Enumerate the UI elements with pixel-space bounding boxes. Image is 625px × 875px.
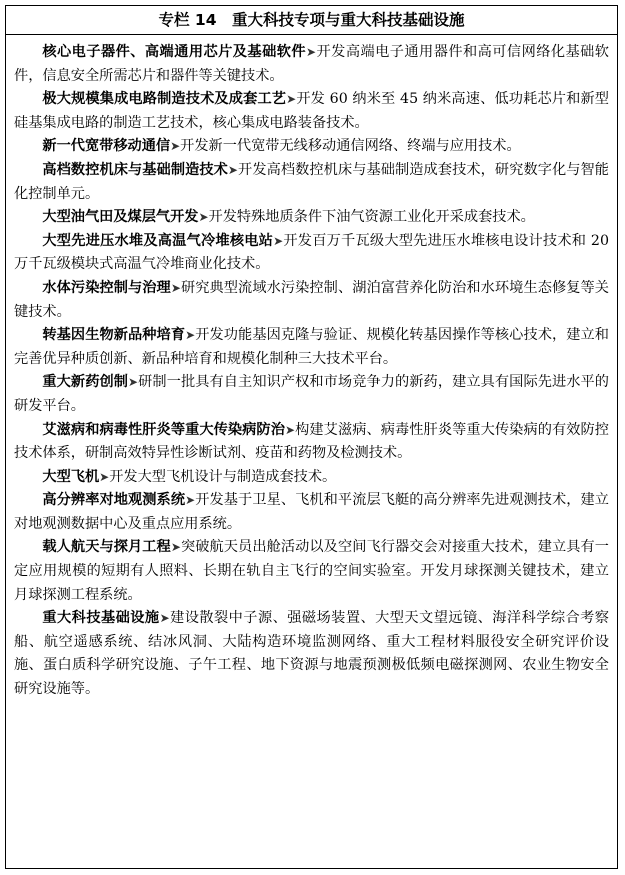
- arrow-bullet-icon: ➤: [273, 233, 284, 248]
- entry-body: 开发 60 纳米至 45 纳米高速、低功耗芯片和新型硅基集成电路的制造工艺技术，核心集成电路装备技术。: [14, 91, 609, 131]
- arrow-bullet-icon: ➤: [99, 469, 110, 484]
- arrow-bullet-icon: ➤: [185, 328, 196, 343]
- entry-heading: 高档数控机床与基础制造技术: [42, 161, 228, 178]
- arrow-bullet-icon: ➤: [170, 139, 181, 154]
- entry-heading: 核心电子器件、高端通用芯片及基础软件: [42, 44, 307, 60]
- entry-body: 研究典型流域水污染控制、湖泊富营养化防治和水环境生态修复等关键技术。: [14, 279, 609, 320]
- arrow-bullet-icon: ➤: [198, 210, 209, 225]
- entry-infectious-disease: [14, 419, 609, 466]
- entry-infrastructure: [14, 607, 609, 701]
- entry-heading: 重大科技基础设施: [42, 610, 160, 627]
- entry-list: [6, 35, 617, 702]
- entry-heading: 重大新药创制: [42, 374, 129, 391]
- entry-body: 构建艾滋病、病毒性肝炎等重大传染病的有效防控技术体系，研制高效特异性诊断试剂、疫苗和药物及检测技术。: [14, 421, 609, 462]
- arrow-bullet-icon: ➤: [227, 162, 238, 177]
- entry-body: 建设散裂中子源、强磁场装置、大型天文望远镜、海洋科学综合考察船、航空遥感系统、结冰风洞、大陆构造环境监测网络、重大工程材料服役安全研究评价设施、蛋白质科学研究设施、子午工程、地下资源与地震预测极低频电磁探测网、农业生物安全研究设施等。: [14, 610, 609, 698]
- entry-broadband-mobile: [14, 135, 609, 159]
- entry-heading: 大型油气田及煤层气开发: [42, 209, 199, 226]
- entry-space-lunar: [14, 536, 609, 607]
- entry-body: 开发高档数控机床与基础制造成套技术，研究数字化与智能化控制单元。: [14, 161, 609, 202]
- entry-heading: 转基因生物新品种培育: [42, 327, 186, 344]
- entry-body: 开发新一代宽带无线移动通信网络、终端与应用技术。: [180, 138, 521, 155]
- arrow-bullet-icon: ➤: [159, 611, 170, 626]
- entry-gmo-breeding: [14, 324, 609, 371]
- entry-cnc-machines: [14, 159, 609, 206]
- arrow-bullet-icon: ➤: [306, 45, 317, 59]
- entry-large-aircraft: [14, 466, 609, 490]
- entry-heading: 新一代宽带移动通信: [42, 138, 171, 155]
- arrow-bullet-icon: ➤: [128, 375, 139, 390]
- entry-nuclear-power: [14, 230, 609, 277]
- entry-heading: 高分辨率对地观测系统: [42, 492, 186, 509]
- entry-body: 开发大型飞机设计与制造成套技术。: [109, 468, 337, 485]
- entry-heading: 极大规模集成电路制造技术及成套工艺: [42, 91, 287, 108]
- entry-body: 开发功能基因克隆与验证、规模化转基因操作等核心技术，建立和完善优异种质创新、新品种培育和规模化制种三大技术平台。: [14, 327, 609, 367]
- column-title: 专栏 14 重大科技专项与重大科技基础设施: [6, 6, 617, 35]
- entry-body: 突破航天员出舱活动以及空间飞行器交会对接重大技术，建立具有一定应用规模的短期有人照料、长期在轨自主飞行的空间实验室。开发月球探测关键技术，建立月球探测工程系统。: [14, 539, 609, 603]
- arrow-bullet-icon: ➤: [185, 493, 196, 508]
- entry-heading: 水体污染控制与治理: [42, 279, 171, 296]
- arrow-bullet-icon: ➤: [170, 540, 181, 555]
- entry-heading: 载人航天与探月工程: [42, 539, 171, 556]
- arrow-bullet-icon: ➤: [170, 280, 181, 295]
- entry-ic-manufacturing: [14, 88, 609, 135]
- arrow-bullet-icon: ➤: [286, 92, 297, 107]
- entry-body: 开发特殊地质条件下油气资源工业化开采成套技术。: [208, 209, 535, 226]
- entry-heading: 大型先进压水堆及高温气冷堆核电站: [42, 232, 274, 249]
- entry-water-pollution: [14, 277, 609, 324]
- entry-body: 开发百万千瓦级大型先进压水堆核电设计技术和 20 万千瓦级模块式高温气冷堆商业化技术。: [14, 232, 609, 273]
- entry-body: 研制一批具有自主知识产权和市场竞争力的新药，建立具有国际先进水平的研发平台。: [14, 374, 609, 414]
- entry-core-electronics: [14, 41, 609, 88]
- column-box: [5, 5, 618, 869]
- arrow-bullet-icon: ➤: [284, 422, 296, 437]
- entry-heading: 艾滋病和病毒性肝炎等重大传染病防治: [42, 421, 285, 438]
- entry-earth-observation: [14, 489, 609, 536]
- entry-body: 开发基于卫星、飞机和平流层飞艇的高分辨率先进观测技术，建立对地观测数据中心及重点应用系统。: [14, 492, 609, 532]
- entry-new-drugs: [14, 371, 609, 418]
- entry-heading: 大型飞机: [42, 468, 100, 485]
- entry-oil-gas: [14, 206, 609, 230]
- entry-body: 开发高端电子通用器件和高可信网络化基础软件，信息安全所需芯片和器件等关键技术。: [14, 44, 609, 84]
